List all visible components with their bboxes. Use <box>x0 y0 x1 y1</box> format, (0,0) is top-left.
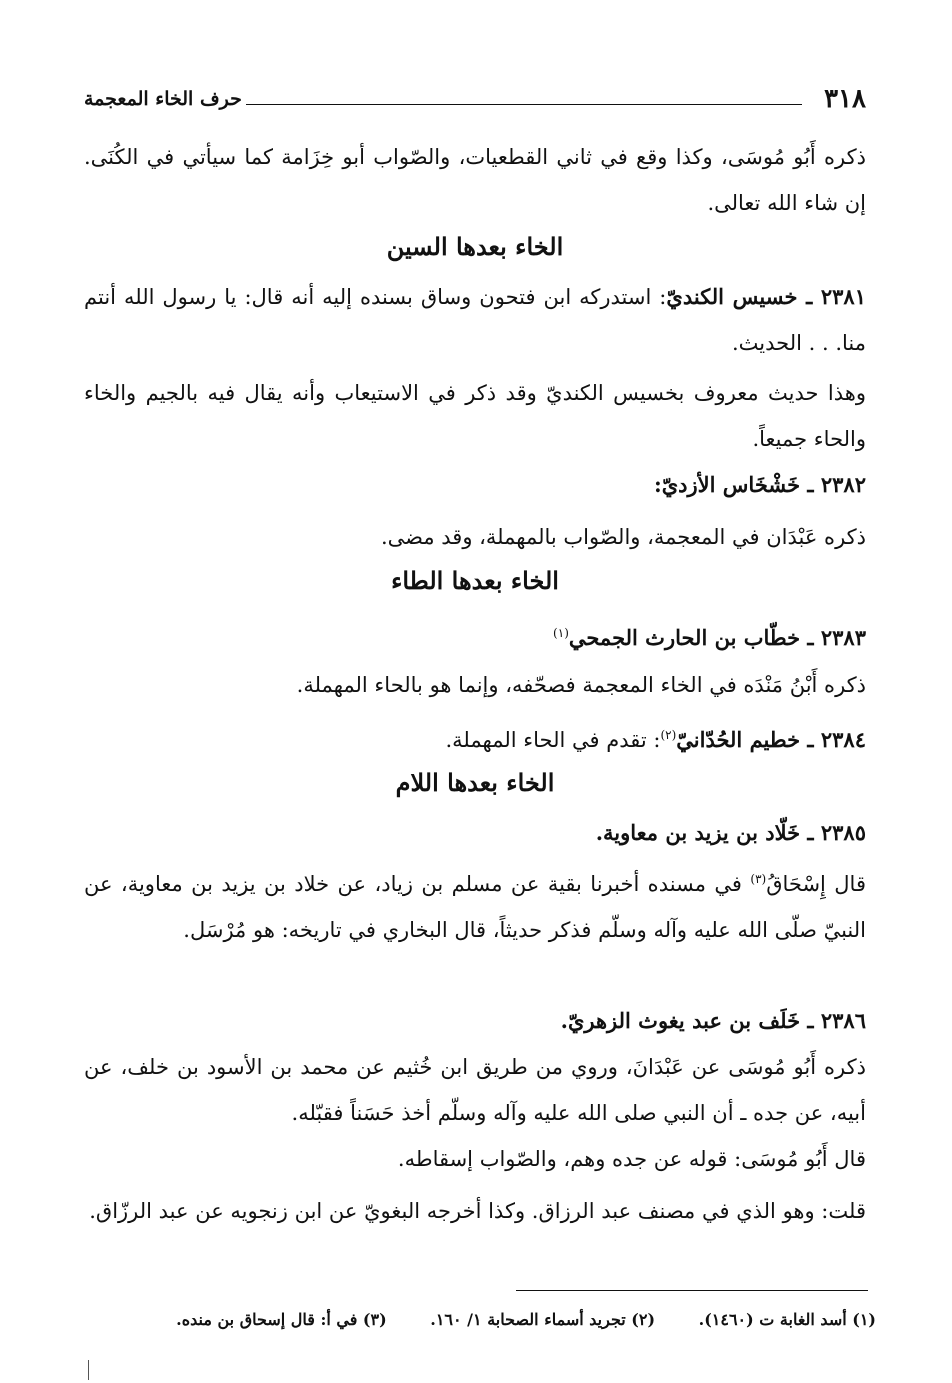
paragraph <box>84 1188 866 1234</box>
section-heading: الخاء بعدها الطاء <box>391 566 559 595</box>
footnote-marker: (٣) <box>750 872 767 886</box>
entry-body: : استدركه ابن فتحون وساق بسنده إليه أنه قال: يا رسول الله أنتم منا. . . الحديث. <box>84 285 866 355</box>
paragraph <box>84 1136 866 1182</box>
paragraph-text: ذكره أَبُو مُوسَى عن عَبْدَانَ، وروي من طريق ابن خُثيم عن محمد بن الأسود بن خلف، عن أبيه، عن جده ـ أن النبي صلى الله عليه وآله وسلّم أخذ حَسَناً فقبّله. <box>84 1055 866 1125</box>
entry-head: ٢٣٨٣ ـ خطّاب بن الحارث الجمحي <box>568 625 866 650</box>
entry-2382 <box>84 462 866 508</box>
paragraph-text: قال إِسْحَاقُ <box>766 872 866 896</box>
paragraph <box>84 662 866 708</box>
entry-body: : تقدم في الحاء المهملة. <box>445 728 661 752</box>
page-number: ٣١٨ <box>824 84 866 114</box>
paragraph <box>84 856 866 953</box>
footnote-2: (٢) تجريد أسماء الصحابة ١/ ١٦٠. <box>430 1310 656 1329</box>
entry-colon: : <box>653 472 662 497</box>
paragraph <box>84 134 866 226</box>
header-rule <box>246 104 802 105</box>
entry-2385 <box>84 810 866 856</box>
section-heading: الخاء بعدها السين <box>386 232 564 261</box>
section-heading: الخاء بعدها اللام <box>395 768 555 797</box>
paragraph <box>84 370 866 462</box>
paragraph-text: وهذا حديث معروف بخسيس الكنديّ وقد ذكر في الاستيعاب وأنه يقال فيه بالجيم والخاء والحاء جميعاً. <box>84 381 866 451</box>
entry-head: ٢٣٨٥ ـ خَلّاد بن يزيد بن معاوية. <box>595 820 866 845</box>
paragraph-text: قال أَبُو مُوسَى: قوله عن جده وهم، والصّواب إسقاطه. <box>397 1147 866 1171</box>
paragraph-text: ذكره أَبْنُ مَنْدَه في الخاء المعجمة فصحّفه، وإنما هو بالحاء المهملة. <box>296 673 866 697</box>
footnote-1: (١) أسد الغابة ت (١٤٦٠). <box>698 1310 876 1329</box>
page-header <box>84 84 868 118</box>
paragraph <box>84 514 866 560</box>
entry-head: ٢٣٨٢ ـ خَشْخَاس الأزديّ <box>661 472 866 497</box>
margin-mark <box>88 1360 89 1380</box>
paragraph-text: في مسنده أخبرنا بقية عن مسلم بن زياد، عن خلاد بن يزيد بن معاوية، عن النبيّ صلّى الله عليه وآله وسلّم فذكر حديثاً، قال البخاري في تاريخه: هو مُرْسَل. <box>84 872 866 942</box>
entry-head: ٢٣٨٦ ـ خَلَف بن عبد يغوث الزهريّ. <box>560 1008 866 1033</box>
entry-head: ٢٣٨١ ـ خسيس الكنديّ <box>666 284 866 309</box>
paragraph <box>84 1044 866 1136</box>
entry-2386 <box>84 998 866 1044</box>
footnote-rule <box>516 1290 868 1291</box>
footnote-marker: (٢) <box>660 728 677 742</box>
running-title: حرف الخاء المعجمة <box>84 88 242 110</box>
footnote-3: (٣) في أ: قال إسحاق بن منده. <box>176 1310 387 1329</box>
entry-head: ٢٣٨٤ ـ خطيم الحُدّانيّ <box>676 727 866 752</box>
paragraph-text: ذكره عَبْدَان في المعجمة، والصّواب بالمهملة، وقد مضى. <box>380 525 866 549</box>
entry-2384 <box>84 712 866 763</box>
footnotes <box>96 1310 876 1329</box>
entry-2383 <box>84 610 866 661</box>
paragraph-text: ذكره أَبُو مُوسَى، وكذا وقع في ثاني القطعيات، والصّواب أبو خِزَامة كما سيأتي في الكُنَى. إن شاء الله تعالى. <box>84 145 866 215</box>
entry-2381 <box>84 274 866 366</box>
footnote-marker: (١) <box>553 626 569 640</box>
paragraph-text: قلت: وهو الذي في مصنف عبد الرزاق. وكذا أخرجه البغويّ عن ابن زنجويه عن عبد الرزّاق. <box>89 1199 866 1223</box>
